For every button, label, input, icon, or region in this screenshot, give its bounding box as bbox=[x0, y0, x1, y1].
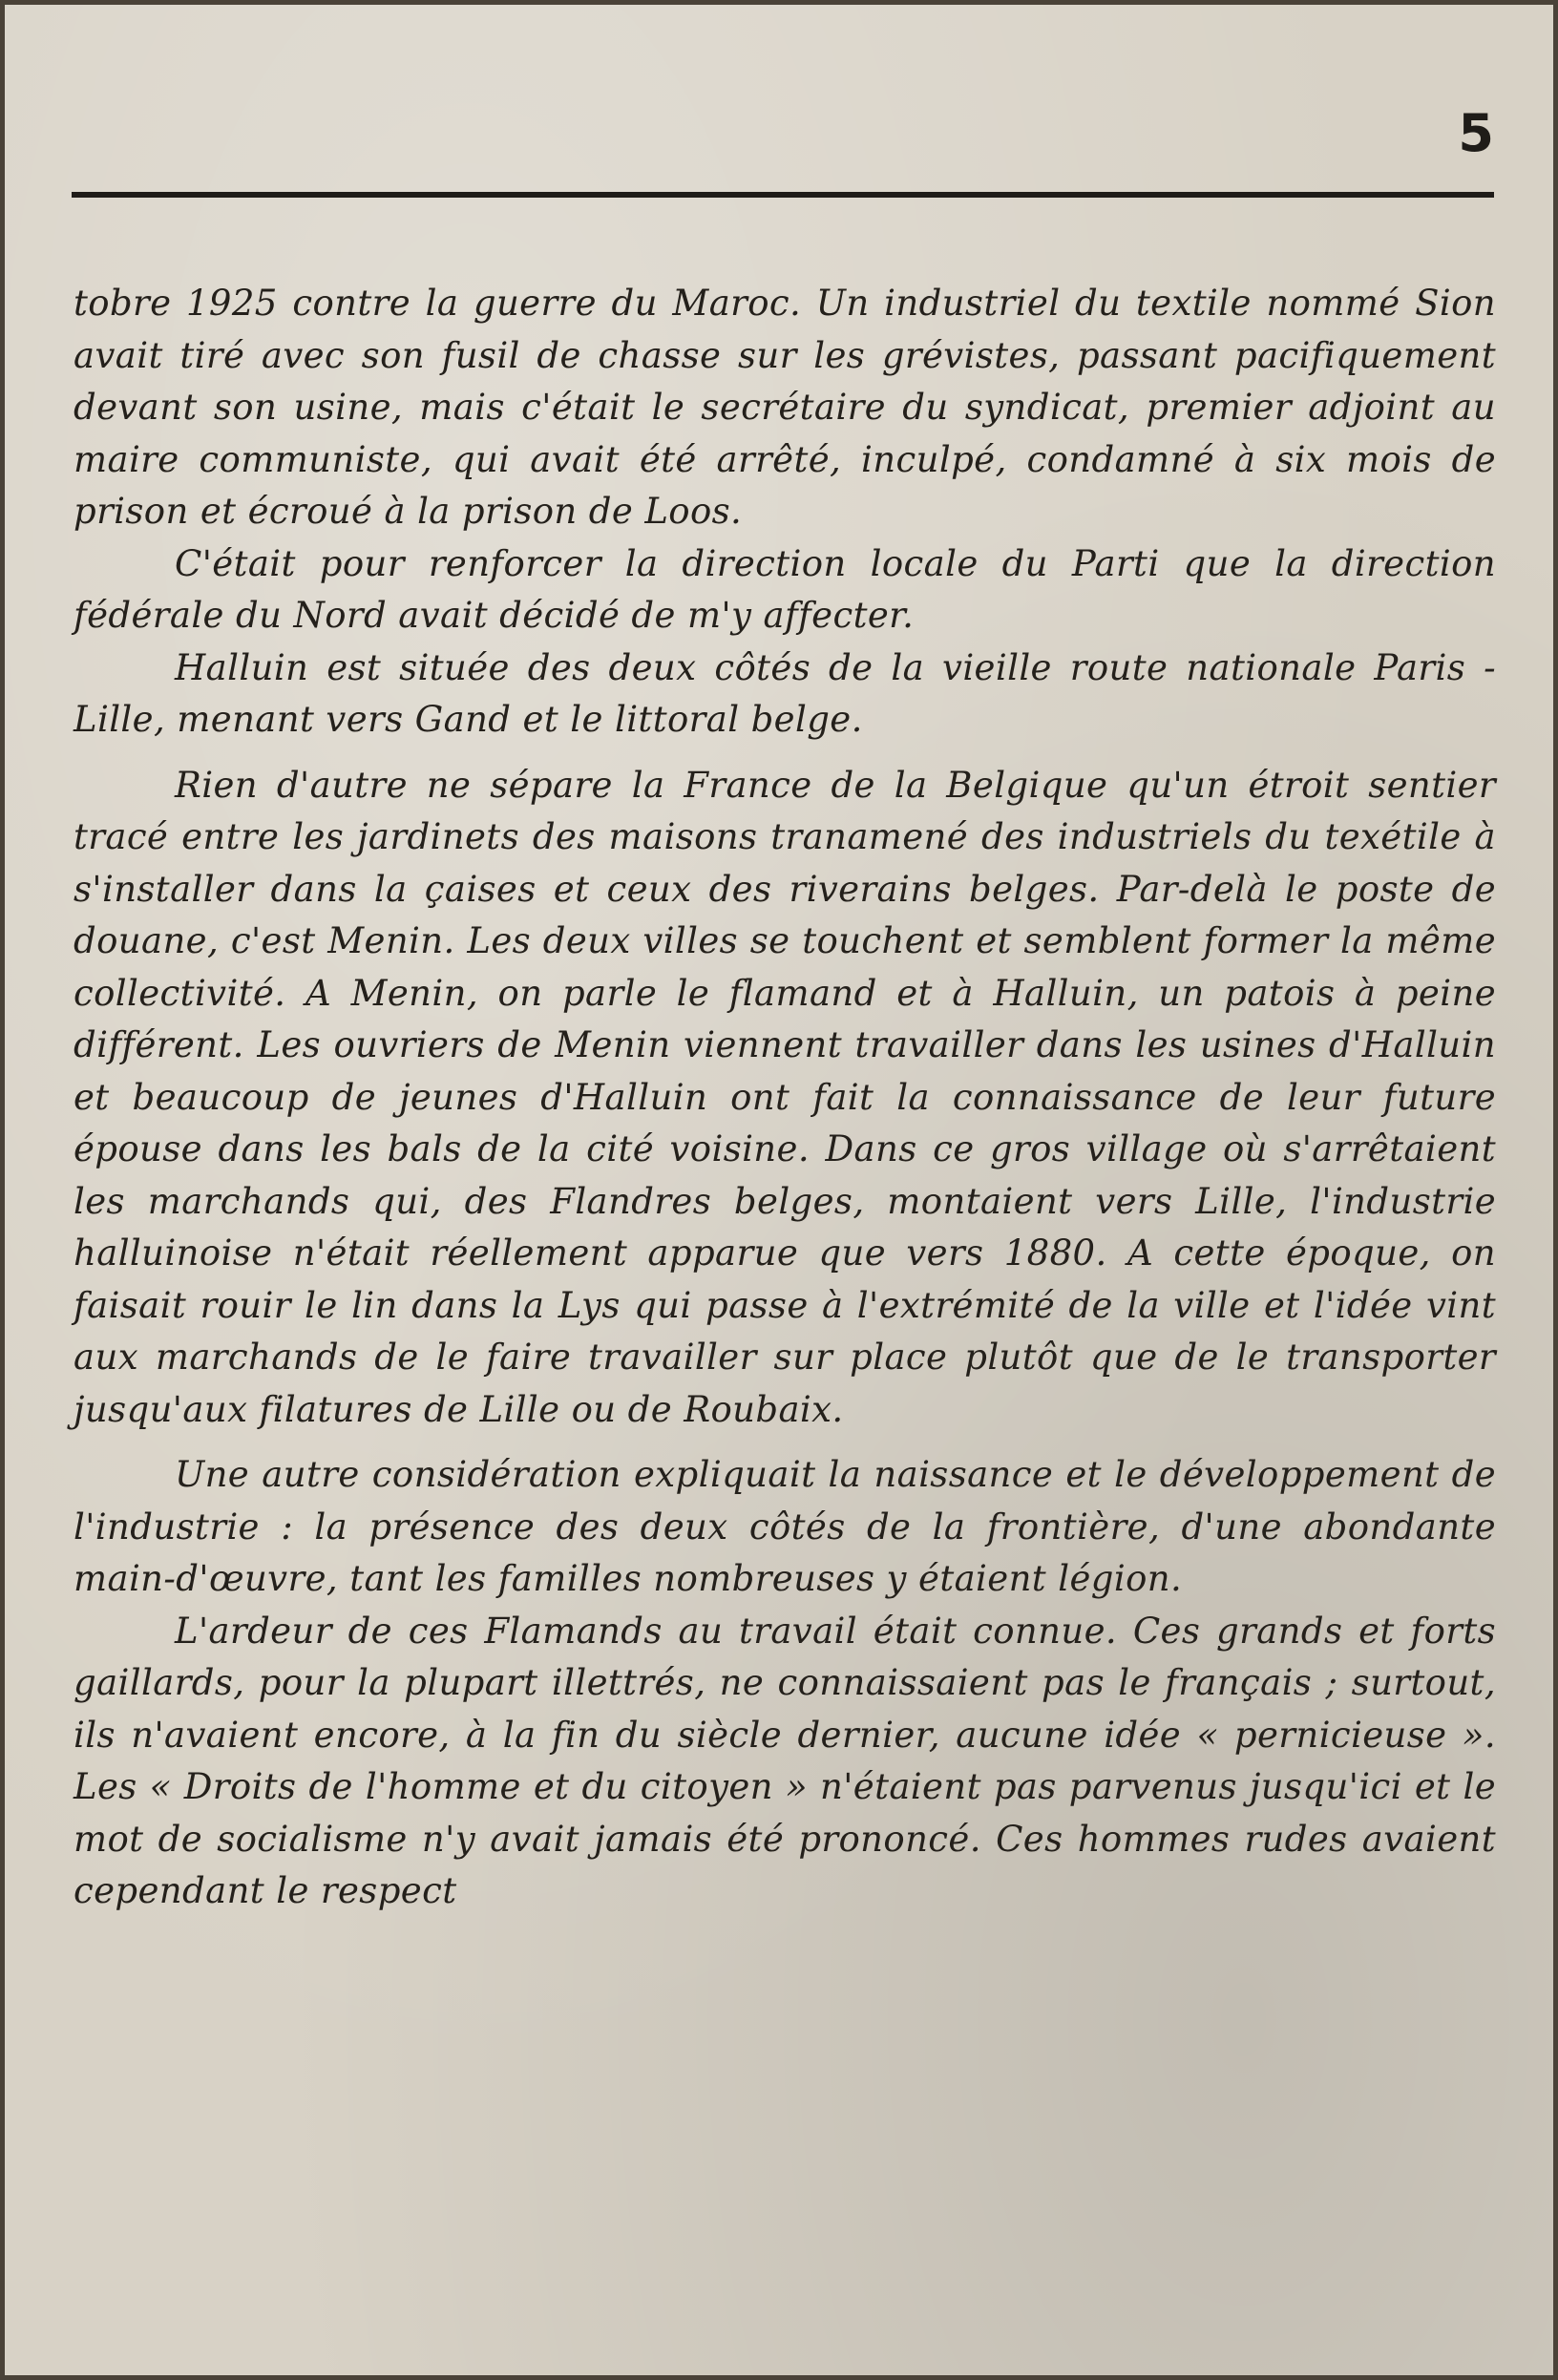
page-number: 5 bbox=[1458, 103, 1494, 163]
paragraph-continuation: tobre 1925 contre la guerre du Maroc. Un industriel du textile nommé Sion avait tiré avec son fusil de chasse sur les grévistes, passant pacifiquement devant son usine, mais c'était le secrétaire du syndicat, premier adjoint au maire communiste, qui avait été arrêté, inculpé, condamné à six mois de prison et écroué à la prison de Loos. bbox=[74, 283, 1496, 532]
paragraph: Rien d'autre ne sépare la France de la Belgique qu'un étroit sentier tracé entre les jardinets des maisons tranamené des industriels du texétile à s'installer dans la çaises et ceux des riverains belges. Par-delà le poste de douane, c'est Menin. Les deux villes se touchent et semblent former la même collectivité. A Menin, on parle le flamand et à Halluin, un patois à peine différent. Les ouvriers de Menin viennent travailler dans les usines d'Halluin et beaucoup de jeunes d'Halluin ont fait la connaissance de leur future épouse dans les bals de la cité voisine. Dans ce gros village où s'arrêtaient les marchands qui, des Flandres belges, montaient vers Lille, l'industrie halluinoise n'était réellement apparue que vers 1880. A cette époque, on faisait rouir le lin dans la Lys qui passe à l'extrémité de la ville et l'idée vint aux marchands de le faire travailler sur place plutôt que de le transporter jusqu'aux filatures de Lille ou de Roubaix. bbox=[74, 764, 1496, 1430]
paragraph: L'ardeur de ces Flamands au travail était connue. Ces grands et forts gaillards, pour la plupart illettrés, ne connaissaient pas le français ; surtout, ils n'avaient encore, à la fin du siècle dernier, aucune idée « pernicieuse ». Les « Droits de l'homme et du citoyen » n'étaient pas parvenus jusqu'ici et le mot de socialisme n'y avait jamais été prononcé. Ces hommes rudes avaient cependant le respect bbox=[74, 1610, 1496, 1911]
body-text bbox=[74, 278, 1496, 1918]
paragraph: C'était pour renforcer la direction locale du Parti que la direction fédérale du Nord avait décidé de m'y affecter. bbox=[74, 542, 1496, 636]
header-rule bbox=[72, 192, 1494, 198]
paragraph: Halluin est située des deux côtés de la vieille route nationale Paris - Lille, menant vers Gand et le littoral belge. bbox=[74, 646, 1496, 740]
paragraph: Une autre considération expliquait la naissance et le développement de l'industrie : la présence des deux côtés de la frontière, d'une abondante main-d'œuvre, tant les familles nombreuses y étaient légion. bbox=[74, 1454, 1496, 1599]
